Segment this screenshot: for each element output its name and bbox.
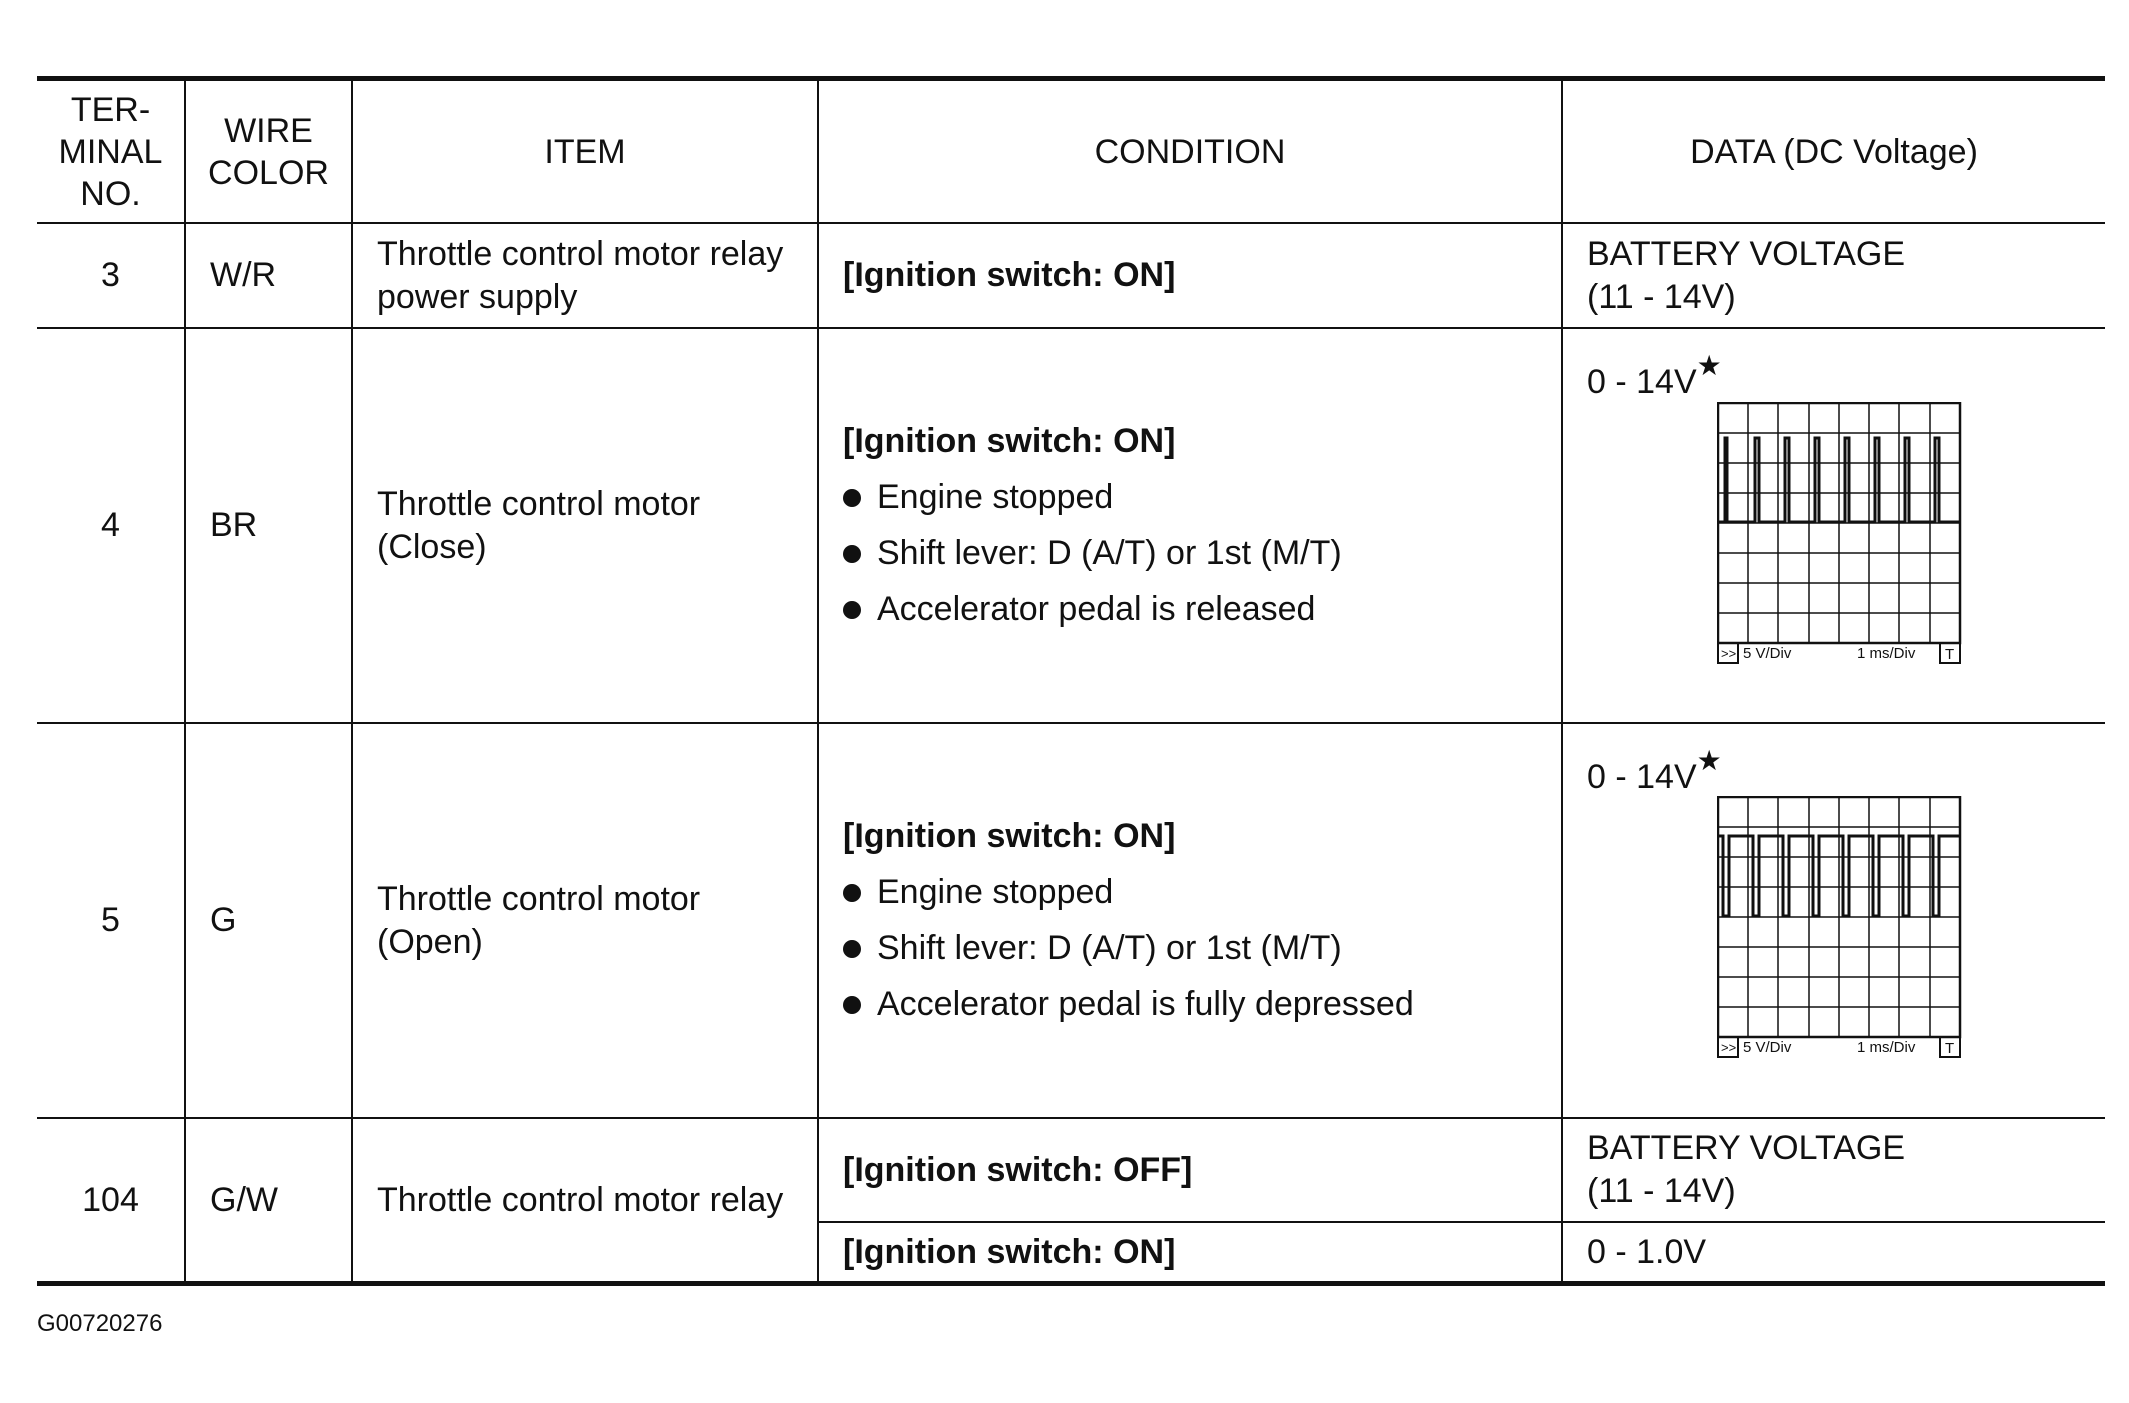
condition-bullet xyxy=(843,532,1342,575)
terminal-number: 104 xyxy=(82,1180,139,1219)
condition-bullet xyxy=(843,927,1414,970)
row-104-condition-off xyxy=(819,1119,1561,1221)
wire-color: BR xyxy=(210,506,258,544)
bullet-text: Engine stopped xyxy=(877,873,1114,911)
row-104-item xyxy=(353,1119,817,1281)
data-line-2: (11 - 14V) xyxy=(1587,1172,1736,1210)
bullet-text: Accelerator pedal is fully depressed xyxy=(877,985,1414,1023)
bullet-text: Shift lever: D (A/T) or 1st (M/T) xyxy=(877,534,1342,572)
scope-trigger-label: T xyxy=(1945,646,1955,663)
condition-title: [Ignition switch: ON] xyxy=(843,422,1176,460)
bullet-text: Shift lever: D (A/T) or 1st (M/T) xyxy=(877,929,1342,967)
item-line-2: power supply xyxy=(377,277,578,316)
item-line-2: (Close) xyxy=(377,527,487,566)
header-wire-color xyxy=(186,81,351,222)
header-item xyxy=(353,81,817,222)
row-104-wire xyxy=(186,1119,351,1281)
row-4-condition xyxy=(819,329,1561,722)
bullet-dot-icon xyxy=(843,940,861,958)
header-terminal-line-3: NO. xyxy=(80,174,141,213)
item-line-2: (Open) xyxy=(377,922,483,961)
condition-bullet xyxy=(843,476,1342,519)
table-bottom-rule xyxy=(37,1281,2105,1286)
row-4-wire xyxy=(186,329,351,722)
scope-volt-div: 5 V/Div xyxy=(1743,645,1792,662)
scope-footer xyxy=(1718,643,1960,663)
scope-volt-div: 5 V/Div xyxy=(1743,1039,1792,1056)
row-5-voltage-label xyxy=(1587,741,1722,797)
bullet-dot-icon xyxy=(843,489,861,507)
condition-title: [Ignition switch: ON] xyxy=(843,1232,1176,1271)
header-data xyxy=(1563,81,2105,222)
bullet-text: Accelerator pedal is released xyxy=(877,590,1316,628)
wire-color: G xyxy=(210,901,237,939)
scope-prefix-label: >> xyxy=(1721,1040,1737,1055)
header-terminal-line-1: TER- xyxy=(70,90,151,129)
bullet-dot-icon xyxy=(843,884,861,902)
data-line-2: (11 - 14V) xyxy=(1587,277,1736,316)
row-3-item xyxy=(353,224,817,327)
data-line-1: 0 - 1.0V xyxy=(1587,1232,1707,1271)
row-5-item xyxy=(353,724,817,1117)
condition-title: [Ignition switch: OFF] xyxy=(843,1150,1193,1189)
figure-code: G00720276 xyxy=(37,1310,163,1337)
scope-prefix-label: >> xyxy=(1721,646,1737,661)
row-104-data-on xyxy=(1563,1223,2105,1281)
wire-color: W/R xyxy=(210,256,277,294)
row-104-condition-on xyxy=(819,1223,1561,1281)
row-3-terminal xyxy=(37,224,184,327)
terminal-number: 4 xyxy=(101,506,120,544)
condition-bullet xyxy=(843,588,1342,631)
data-line-1: BATTERY VOLTAGE xyxy=(1587,234,1906,273)
item-line-1: Throttle control motor xyxy=(377,484,701,523)
row-3-data xyxy=(1563,224,2105,327)
header-terminal-line-2: MINAL xyxy=(58,132,163,171)
header-terminal-no xyxy=(37,81,184,222)
voltage-range: 0 - 14V xyxy=(1587,758,1697,796)
row-104-data-off xyxy=(1563,1119,2105,1221)
scope-footer xyxy=(1718,1037,1960,1057)
header-condition xyxy=(819,81,1561,222)
data-line-1: BATTERY VOLTAGE xyxy=(1587,1129,1906,1167)
scope-time-div: 1 ms/Div xyxy=(1857,645,1916,662)
condition-title: [Ignition switch: ON] xyxy=(843,817,1176,855)
header-wire-line-2: COLOR xyxy=(208,153,329,192)
star-icon: ★ xyxy=(1696,350,1722,381)
row-5-terminal xyxy=(37,724,184,1117)
header-condition-label: CONDITION xyxy=(1094,132,1286,171)
row-4-item xyxy=(353,329,817,722)
voltage-range: 0 - 14V xyxy=(1587,363,1697,401)
bullet-dot-icon xyxy=(843,996,861,1014)
header-data-label: DATA (DC Voltage) xyxy=(1690,132,1978,171)
terminal-data-table xyxy=(37,76,2105,1287)
bullet-dot-icon xyxy=(843,601,861,619)
header-wire-line-1: WIRE xyxy=(224,111,313,150)
condition-bullet xyxy=(843,871,1414,914)
item-line-1: Throttle control motor relay xyxy=(377,1180,784,1219)
row-3-condition xyxy=(819,224,1561,327)
terminal-number: 5 xyxy=(101,901,120,939)
item-line-1: Throttle control motor relay xyxy=(377,234,784,273)
row-3-wire xyxy=(186,224,351,327)
row-4-voltage-label xyxy=(1587,346,1722,402)
row-5-wire xyxy=(186,724,351,1117)
terminal-number: 3 xyxy=(101,256,120,294)
bullet-dot-icon xyxy=(843,545,861,563)
row-4-oscilloscope-waveform xyxy=(1717,402,1962,664)
row-5-oscilloscope-waveform xyxy=(1717,796,1962,1058)
scope-time-div: 1 ms/Div xyxy=(1857,1039,1916,1056)
row-4-terminal xyxy=(37,329,184,722)
scope-trigger-label: T xyxy=(1945,1040,1955,1057)
wire-color: G/W xyxy=(210,1180,278,1219)
condition-title: [Ignition switch: ON] xyxy=(843,256,1176,294)
header-item-label: ITEM xyxy=(544,132,626,171)
item-line-1: Throttle control motor xyxy=(377,879,701,918)
row-5-condition xyxy=(819,724,1561,1117)
bullet-text: Engine stopped xyxy=(877,478,1114,516)
condition-bullet xyxy=(843,983,1414,1026)
row-104-terminal xyxy=(37,1119,184,1281)
star-icon: ★ xyxy=(1696,745,1722,776)
